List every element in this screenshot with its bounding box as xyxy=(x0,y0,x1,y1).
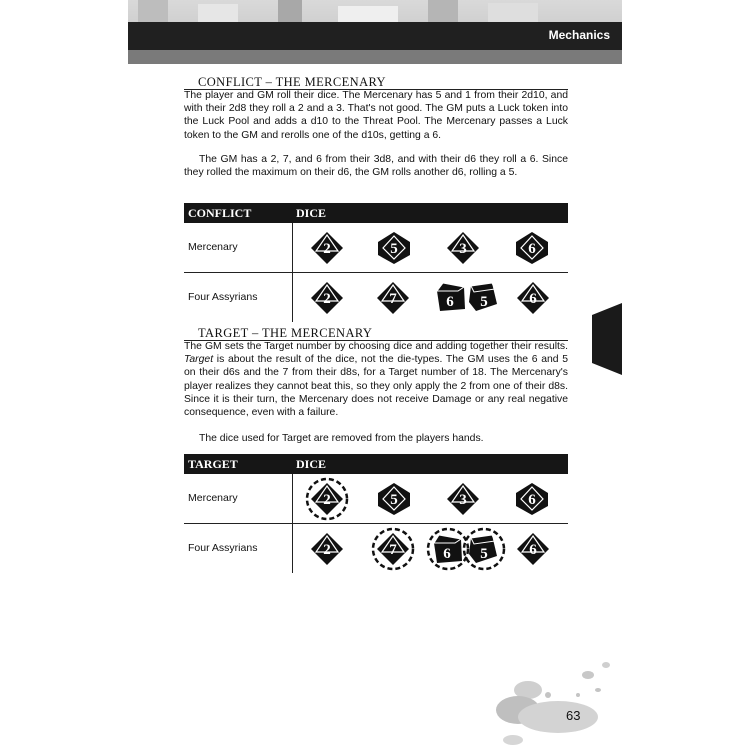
page-header xyxy=(128,0,622,64)
section-heading-conflict: CONFLICT – THE MERCENARY xyxy=(198,75,386,89)
d8-die-icon xyxy=(516,532,550,566)
paragraph: The dice used for Target are removed from the players hands. xyxy=(199,433,484,444)
die-value: 5 xyxy=(390,492,398,508)
die-value: 3 xyxy=(459,241,467,257)
die-value: 3 xyxy=(459,492,467,508)
page-number: 63 xyxy=(566,708,581,723)
die-value: 6 xyxy=(446,294,454,310)
chapter-side-tab xyxy=(592,303,622,375)
d6-die-icon-selected xyxy=(462,527,506,571)
table-header xyxy=(184,203,568,223)
die-value: 6 xyxy=(528,492,536,508)
section-heading-target: TARGET – THE MERCENARY xyxy=(198,326,373,340)
die-value: 5 xyxy=(390,241,398,257)
column-header-dice: DICE xyxy=(296,457,327,471)
die-value: 5 xyxy=(480,294,488,310)
die-value: 2 xyxy=(323,291,331,307)
die-value: 2 xyxy=(323,492,331,508)
header-strip xyxy=(128,50,622,64)
die-value: 7 xyxy=(389,291,397,307)
table-row xyxy=(184,524,568,573)
die-value: 7 xyxy=(389,542,397,558)
column-header-dice: DICE xyxy=(296,206,327,220)
row-label: Four Assyrians xyxy=(188,542,258,554)
d8-die-icon-selected xyxy=(371,527,415,571)
row-label: Mercenary xyxy=(188,241,238,253)
table-row xyxy=(184,273,568,322)
die-value: 6 xyxy=(529,291,537,307)
text-run: is about the result of the dice, not the die-types. The GM uses the 6 and 5 on their d6s and the 7 from their d8s, for a Target number of 18. The Mercenary's player realizes they cannot beat this, so they only apply the 2 from one of their d8s. Since it is their turn, the Mercenary does not receive Damage or any real negative consequence, even with a failure. xyxy=(184,354,568,419)
d8-die-icon-selected xyxy=(305,477,349,521)
d8-die-icon xyxy=(516,281,550,315)
paragraph: The player and GM roll their dice. The Mercenary has 5 and 1 from their 2d10, and with their 2d8 they roll a 2 and a 3. That's not good. The GM puts a Luck token into the Luck Pool and adds a d10 to the Threat Pool. The Mercenary passes a Luck token to the GM and rerolls one of the d10s, getting a 6. xyxy=(184,90,568,141)
column-header-target: TARGET xyxy=(188,457,238,471)
die-value: 2 xyxy=(323,542,331,558)
rulebook-page xyxy=(128,0,622,750)
d10-die-icon xyxy=(376,482,412,516)
text-run: The GM sets the Target number by choosing dice and adding together their results. xyxy=(184,341,568,352)
d8-die-icon xyxy=(446,482,480,516)
ink-splatter-decoration xyxy=(488,655,622,750)
chapter-title: Mechanics xyxy=(548,28,610,42)
column-header-conflict: CONFLICT xyxy=(188,206,252,220)
die-value: 6 xyxy=(443,546,451,562)
d10-die-icon xyxy=(376,231,412,265)
target-dice-table xyxy=(184,454,568,573)
die-value: 5 xyxy=(480,546,488,562)
d8-die-icon xyxy=(310,281,344,315)
conflict-dice-table xyxy=(184,203,568,322)
emphasis-term: Target xyxy=(184,354,214,366)
table-row xyxy=(184,223,568,273)
die-value: 6 xyxy=(529,542,537,558)
d6-die-icon xyxy=(434,280,468,314)
d8-die-icon xyxy=(376,281,410,315)
d10-die-icon xyxy=(514,482,550,516)
d8-die-icon xyxy=(446,231,480,265)
d6-die-icon xyxy=(466,280,500,314)
table-header xyxy=(184,454,568,474)
paragraph: The GM has a 2, 7, and 6 from their 3d8, and with their d6 they roll a 6. Since they rolled the maximum on their d6, the GM rolls another d6, rolling a 5. xyxy=(184,154,568,179)
paragraph xyxy=(184,340,568,419)
row-label: Four Assyrians xyxy=(188,291,258,303)
die-value: 2 xyxy=(323,241,331,257)
die-value: 6 xyxy=(528,241,536,257)
table-row xyxy=(184,474,568,524)
row-label: Mercenary xyxy=(188,492,238,504)
d8-die-icon xyxy=(310,532,344,566)
d10-die-icon xyxy=(514,231,550,265)
d8-die-icon xyxy=(310,231,344,265)
